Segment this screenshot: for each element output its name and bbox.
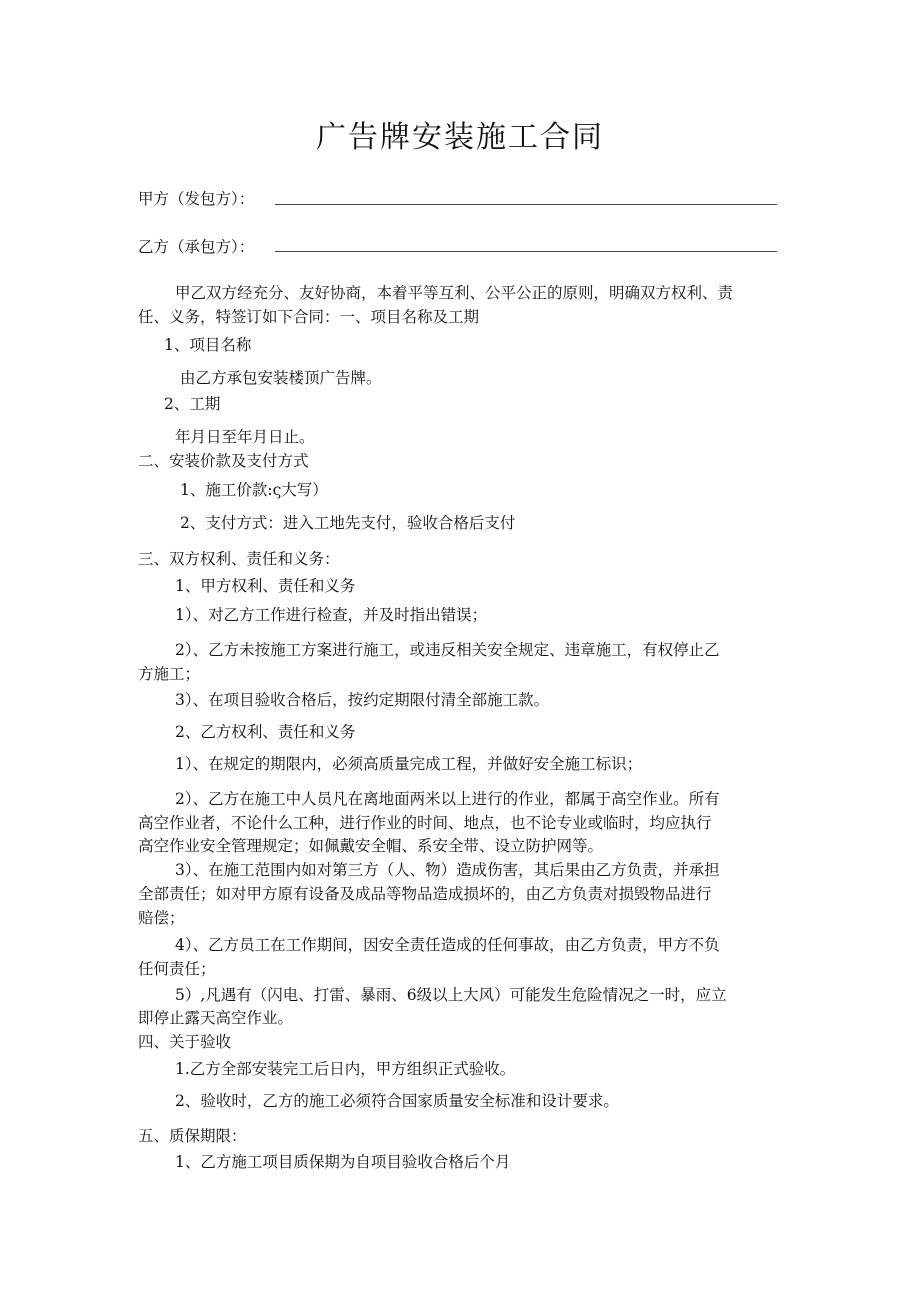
intro-line-1: 甲乙双方经充分、友好协商，本着平等互利、公平公正的原则，明确双方权利、责 bbox=[175, 284, 734, 302]
section-3-1-2-line-1: 2）、乙方未按施工方案进行施工，或违反相关安全规定、违章施工，有权停止乙 bbox=[175, 641, 720, 659]
section-3-1-1: 1）、对乙方工作进行检查，并及时指出错误； bbox=[175, 606, 488, 624]
section-3-2-4-line-2: 任何责任； bbox=[138, 960, 216, 978]
section-3-2-3-line-2: 全部责任；如对甲方原有设备及成品等物品造成损坏的，由乙方负责对损毁物品进行 bbox=[138, 885, 712, 903]
party-a-blank[interactable] bbox=[275, 204, 777, 205]
section-3-2-2-line-2: 高空作业者，不论什么工种，进行作业的时间、地点，也不论专业或临时，均应执行 bbox=[138, 814, 712, 832]
section-4-heading: 四、关于验收 bbox=[138, 1033, 232, 1051]
section-5-1: 1、乙方施工项目质保期为自项目验收合格后个月 bbox=[175, 1153, 511, 1171]
section-3-1-2-line-2: 方施工； bbox=[138, 665, 201, 683]
section-3-2-heading: 2、乙方权利、责任和义务 bbox=[175, 723, 356, 741]
section-1-1-heading: 1、项目名称 bbox=[164, 336, 252, 354]
section-3-2-2-line-1: 2）、乙方在施工中人员凡在离地面两米以上进行的作业，都属于高空作业。所有 bbox=[175, 790, 720, 808]
section-3-2-5-line-2: 即停止露天高空作业。 bbox=[138, 1009, 294, 1027]
section-3-2-5-line-1: 5）,凡遇有（闪电、打雷、暴雨、6级以上大风）可能发生危险情况之一时，应立 bbox=[175, 986, 727, 1004]
section-3-1-3: 3）、在项目验收合格后，按约定期限付清全部施工款。 bbox=[175, 691, 550, 709]
section-2-1: 1、施工价款:ς大写） bbox=[180, 481, 328, 499]
section-3-2-1: 1）、在规定的期限内，必须高质量完成工程，并做好安全施工标识； bbox=[175, 755, 643, 773]
section-3-2-3-line-3: 赔偿； bbox=[138, 909, 185, 927]
party-b-label: 乙方（承包方）： bbox=[138, 238, 255, 256]
section-4-1: 1.乙方全部安装完工后日内，甲方组织正式验收。 bbox=[175, 1060, 516, 1078]
section-1-2-heading: 2、工期 bbox=[164, 395, 221, 413]
section-3-2-4-line-1: 4）、乙方员工在工作期间，因安全责任造成的任何事故，由乙方负责，甲方不负 bbox=[175, 936, 720, 954]
section-3-2-2-line-3: 高空作业安全管理规定；如佩戴安全帽、系安全带、设立防护网等。 bbox=[138, 837, 604, 855]
party-b-blank[interactable] bbox=[275, 251, 777, 252]
intro-line-2: 任、义务，特签订如下合同：一、项目名称及工期 bbox=[138, 308, 480, 326]
section-1-1-text: 由乙方承包安装楼顶广告牌。 bbox=[180, 369, 382, 387]
section-3-2-3-line-1: 3）、在施工范围内如对第三方（人、物）造成伤害，其后果由乙方负责，并承担 bbox=[175, 861, 720, 879]
section-3-1-heading: 1、甲方权利、责任和义务 bbox=[175, 577, 356, 595]
section-2-heading: 二、安装价款及支付方式 bbox=[138, 452, 309, 470]
section-5-heading: 五、质保期限： bbox=[138, 1127, 247, 1145]
section-2-2: 2、支付方式：进入工地先支付，验收合格后支付 bbox=[180, 514, 516, 532]
section-1-2-text: 年月日至年月日止。 bbox=[175, 428, 315, 446]
document-title: 广告牌安装施工合同 bbox=[316, 120, 604, 155]
party-a-label: 甲方（发包方）： bbox=[138, 190, 255, 208]
section-3-heading: 三、双方权利、责任和义务： bbox=[138, 550, 340, 568]
section-4-2: 2、验收时，乙方的施工必须符合国家质量安全标准和设计要求。 bbox=[175, 1092, 619, 1110]
